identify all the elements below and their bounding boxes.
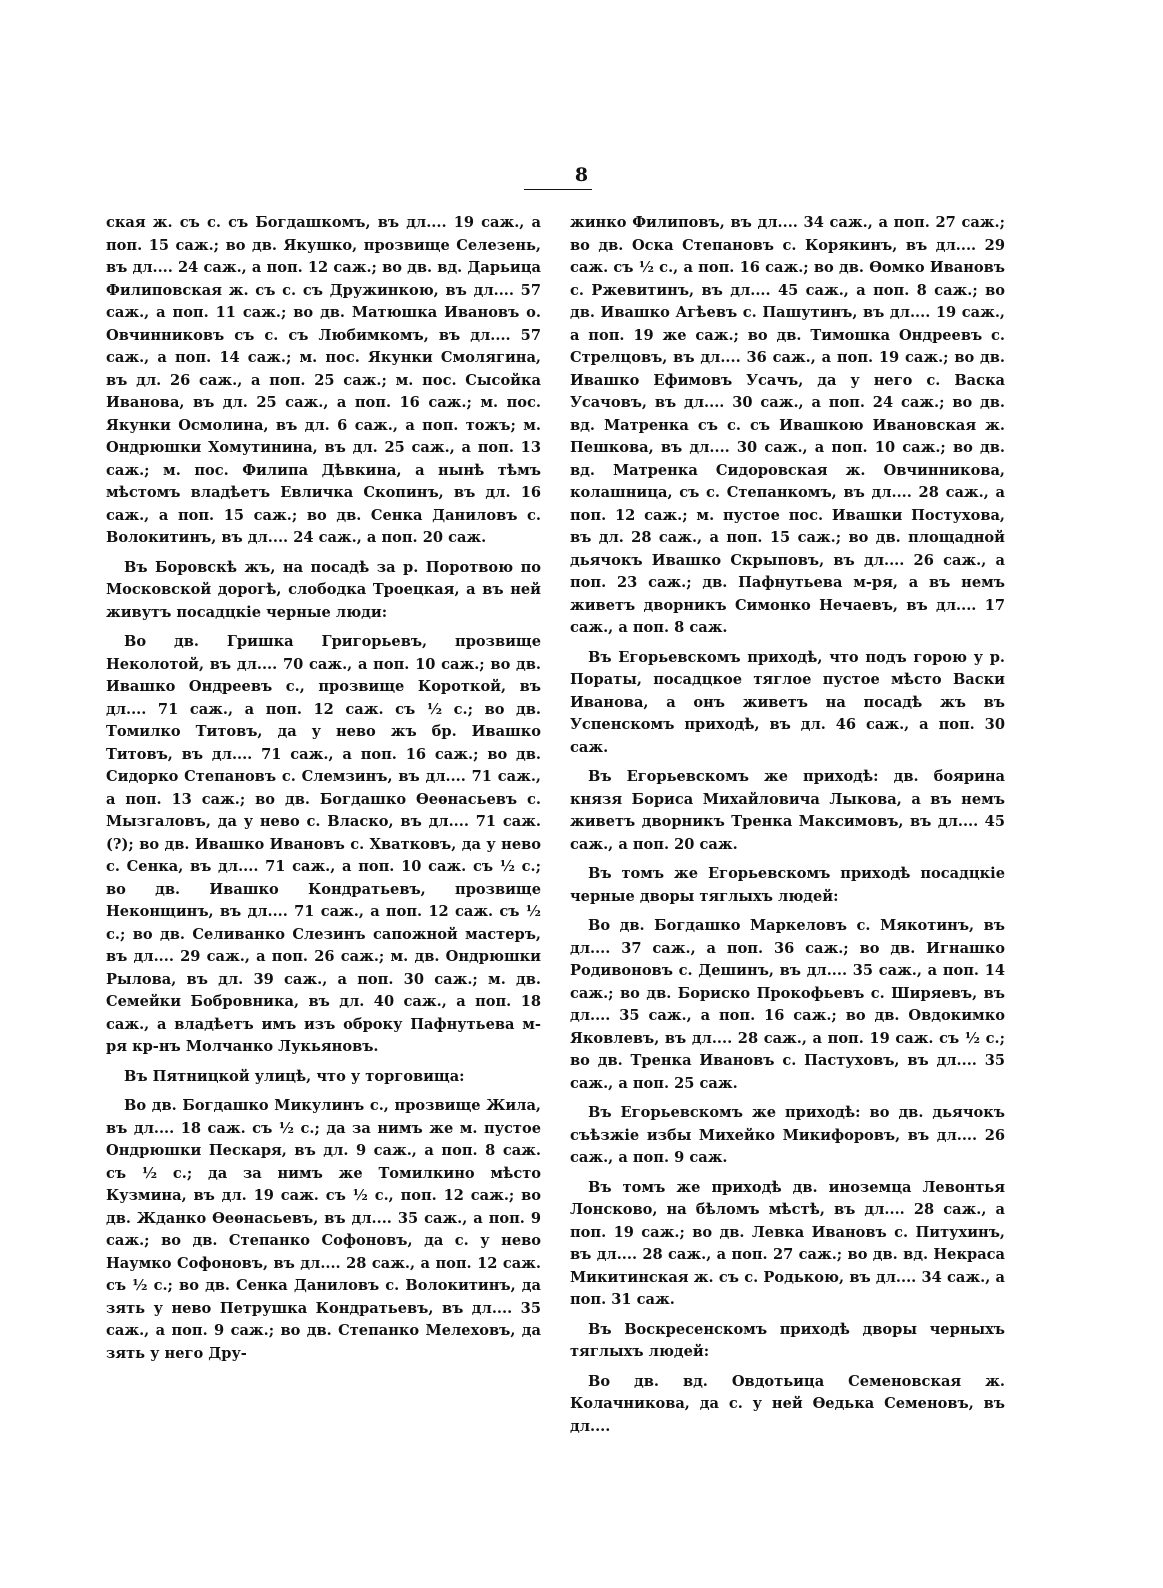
paragraph: Въ Егорьевскомъ приходѣ, что подъ горою у р. Пораты, посадцкое тяглое пустое мѣсто Васки Иванова, а онъ живетъ на посадѣ жъ въ Успенскомъ приходѣ, въ дл. 46 саж., а поп. 30 саж. xyxy=(570,648,1005,756)
paragraph: Въ Егорьевскомъ же приходѣ: дв. боярина князя Бориса Михайловича Лыкова, а въ немъ живетъ дворникъ Тренка Максимовъ, въ дл.... 45 саж., а поп. 20 саж. xyxy=(570,768,1005,853)
left-column xyxy=(106,212,541,1372)
paragraph: Въ томъ же приходѣ дв. иноземца Левонтья Лонсково, на бѣломъ мѣстѣ, въ дл.... 28 саж., а поп. 19 саж.; во дв. Левка Ивановъ с. Питухинъ, въ дл.... 28 саж., а поп. 27 саж.; во дв. вд. Некраса Микитинская ж. съ с. Родькою, въ дл.... 34 саж., а поп. 31 саж. xyxy=(570,1178,1005,1308)
page-number: 8 xyxy=(574,164,589,186)
paragraph: жинко Филиповъ, въ дл.... 34 саж., а поп. 27 саж.; во дв. Оска Степановъ с. Корякинъ, въ дл.... 29 саж. съ ½ с., а поп. 16 саж.; во дв. Ѳомко Ивановъ с. Ржевитинъ, въ дл.... 45 саж., а поп. 8 саж.; во дв. Ивашко Агѣевъ с. Пашутинъ, въ дл.... 19 саж., а поп. 19 же саж.; во дв. Тимошка Ондреевъ с. Стрелцовъ, въ дл.... 36 саж., а поп. 19 саж.; во дв. Ивашко Ефимовъ Усачъ, да у него с. Васка Усачовъ, въ дл.... 30 саж., а поп. 24 саж.; во дв. вд. Матренка съ с. съ Ивашкою Ивановская ж. Пешкова, въ дл.... 30 саж., а поп. 10 саж.; во дв. вд. Матренка Сидоровская ж. Овчинникова, колашница, съ с. Степанкомъ, въ дл.... 28 саж., а поп. 12 саж.; м. пустое пос. Ивашки Постухова, въ дл. 28 саж., а поп. 15 саж.; во дв. площадной дьячокъ Ивашко Скрыповъ, въ дл.... 26 саж., а поп. 23 саж.; дв. Пафнутьева м-ря, а въ немъ живетъ дворникъ Симонко Нечаевъ, въ дл.... 17 саж., а поп. 8 саж. xyxy=(570,214,1005,636)
paragraph: Въ Воскресенскомъ приходѣ дворы черныхъ тяглыхъ людей: xyxy=(570,1320,1005,1360)
paragraph: ская ж. съ с. съ Богдашкомъ, въ дл.... 19 саж., а поп. 15 саж.; во дв. Якушко, прозвище Селезень, въ дл.... 24 саж., а поп. 12 саж.; во дв. вд. Дарьица Филиповская ж. съ с. съ Дружинкою, въ дл.... 57 саж., а поп. 11 саж.; во дв. Матюшка Ивановъ о. Овчинниковъ съ с. съ Любимкомъ, въ дл.... 57 саж., а поп. 14 саж.; м. пос. Якунки Смолягина, въ дл. 26 саж., а поп. 25 саж.; м. пос. Сысойка Иванова, въ дл. 25 саж., а поп. 16 саж.; м. пос. Якунки Осмолина, въ дл. 6 саж., а поп. тожъ; м. Ондрюшки Хомутинина, въ дл. 25 саж., а поп. 13 саж.; м. пос. Филипа Дѣвкина, а нынѣ тѣмъ мѣстомъ владѣетъ Евличка Скопинъ, въ дл. 16 саж., а поп. 15 саж.; во дв. Сенка Даниловъ с. Волокитинъ, въ дл.... 24 саж., а поп. 20 саж. xyxy=(106,214,541,546)
paragraph: Во дв. Гришка Григорьевъ, прозвище Неколотой, въ дл.... 70 саж., а поп. 10 саж.; во дв. Ивашко Ондреевъ с., прозвище Короткой, въ дл.... 71 саж., а поп. 12 саж. съ ½ с.; во дв. Томилко Титовъ, да у нево жъ бр. Ивашко Титовъ, въ дл.... 71 саж., а поп. 16 саж.; во дв. Сидорко Степановъ с. Слемзинъ, въ дл.... 71 саж., а поп. 13 саж.; во дв. Богдашко Ѳеѳнасьевъ с. Мызгаловъ, да у нево с. Власко, въ дл.... 71 саж. (?); во дв. Ивашко Ивановъ с. Хватковъ, да у нево с. Сенка, въ дл.... 71 саж., а поп. 10 саж. съ ½ с.; во дв. Ивашко Кондратьевъ, прозвище Неконщинъ, въ дл.... 71 саж., а поп. 12 саж. съ ½ с.; во дв. Селиванко Слезинъ сапожной мастеръ, въ дл.... 29 саж., а поп. 26 саж.; м. дв. Ондрюшки Рылова, въ дл. 39 саж., а поп. 30 саж.; м. дв. Семейки Бобровника, въ дл. 40 саж., а поп. 18 саж., а владѣетъ имъ изъ оброку Пафнутьева м-ря кр-нъ Молчанко Лукьяновъ. xyxy=(106,633,541,1055)
paragraph: Въ Егорьевскомъ же приходѣ: во дв. дьячокъ съѣзжіе избы Михейко Микифоровъ, въ дл.... 26 саж., а поп. 9 саж. xyxy=(570,1104,1005,1166)
paragraph: Въ Пятницкой улицѣ, что у торговища: xyxy=(124,1067,465,1085)
paragraph: Въ томъ же Егорьевскомъ приходѣ посадцкіе черные дворы тяглыхъ людей: xyxy=(570,865,1005,905)
paragraph: Во дв. Богдашко Маркеловъ с. Мякотинъ, въ дл.... 37 саж., а поп. 36 саж.; во дв. Игнашко Родивоновъ с. Дешинъ, въ дл.... 35 саж., а поп. 14 саж.; во дв. Бориско Прокофьевъ с. Ширяевъ, въ дл.... 35 саж., а поп. 16 саж.; во дв. Овдокимко Яковлевъ, въ дл.... 28 саж., а поп. 19 саж. съ ½ с.; во дв. Тренка Ивановъ с. Пастуховъ, въ дл.... 35 саж., а поп. 25 саж. xyxy=(570,917,1005,1092)
right-column xyxy=(570,212,1005,1445)
page-number-rule xyxy=(524,189,592,190)
paragraph: Въ Боровскѣ жъ, на посадѣ за р. Поротвою по Московской дорогѣ, слободка Троецкая, а въ ней живутъ посадцкіе черные люди: xyxy=(106,558,541,621)
paragraph: Во дв. Богдашко Микулинъ с., прозвище Жила, въ дл.... 18 саж. съ ½ с.; да за нимъ же м. пустое Ондрюшки Пескаря, въ дл. 9 саж., а поп. 8 саж. съ ½ с.; да за нимъ же Томилкино мѣсто Кузмина, въ дл. 19 саж. съ ½ с., поп. 12 саж.; во дв. Жданко Ѳеѳнасьевъ, въ дл.... 35 саж., а поп. 9 саж.; во дв. Степанко Софоновъ, да с. у нево Наумко Софоновъ, въ дл.... 28 саж., а поп. 12 саж. съ ½ с.; во дв. Сенка Даниловъ с. Волокитинъ, да зять у нево Петрушка Кондратьевъ, въ дл.... 35 саж., а поп. 9 саж.; во дв. Степанко Мелеховъ, да зять у него Дру- xyxy=(106,1097,541,1362)
paragraph: Во дв. вд. Овдотьица Семеновская ж. Колачникова, да с. у ней Ѳедька Семеновъ, въ дл.... xyxy=(570,1372,1005,1435)
